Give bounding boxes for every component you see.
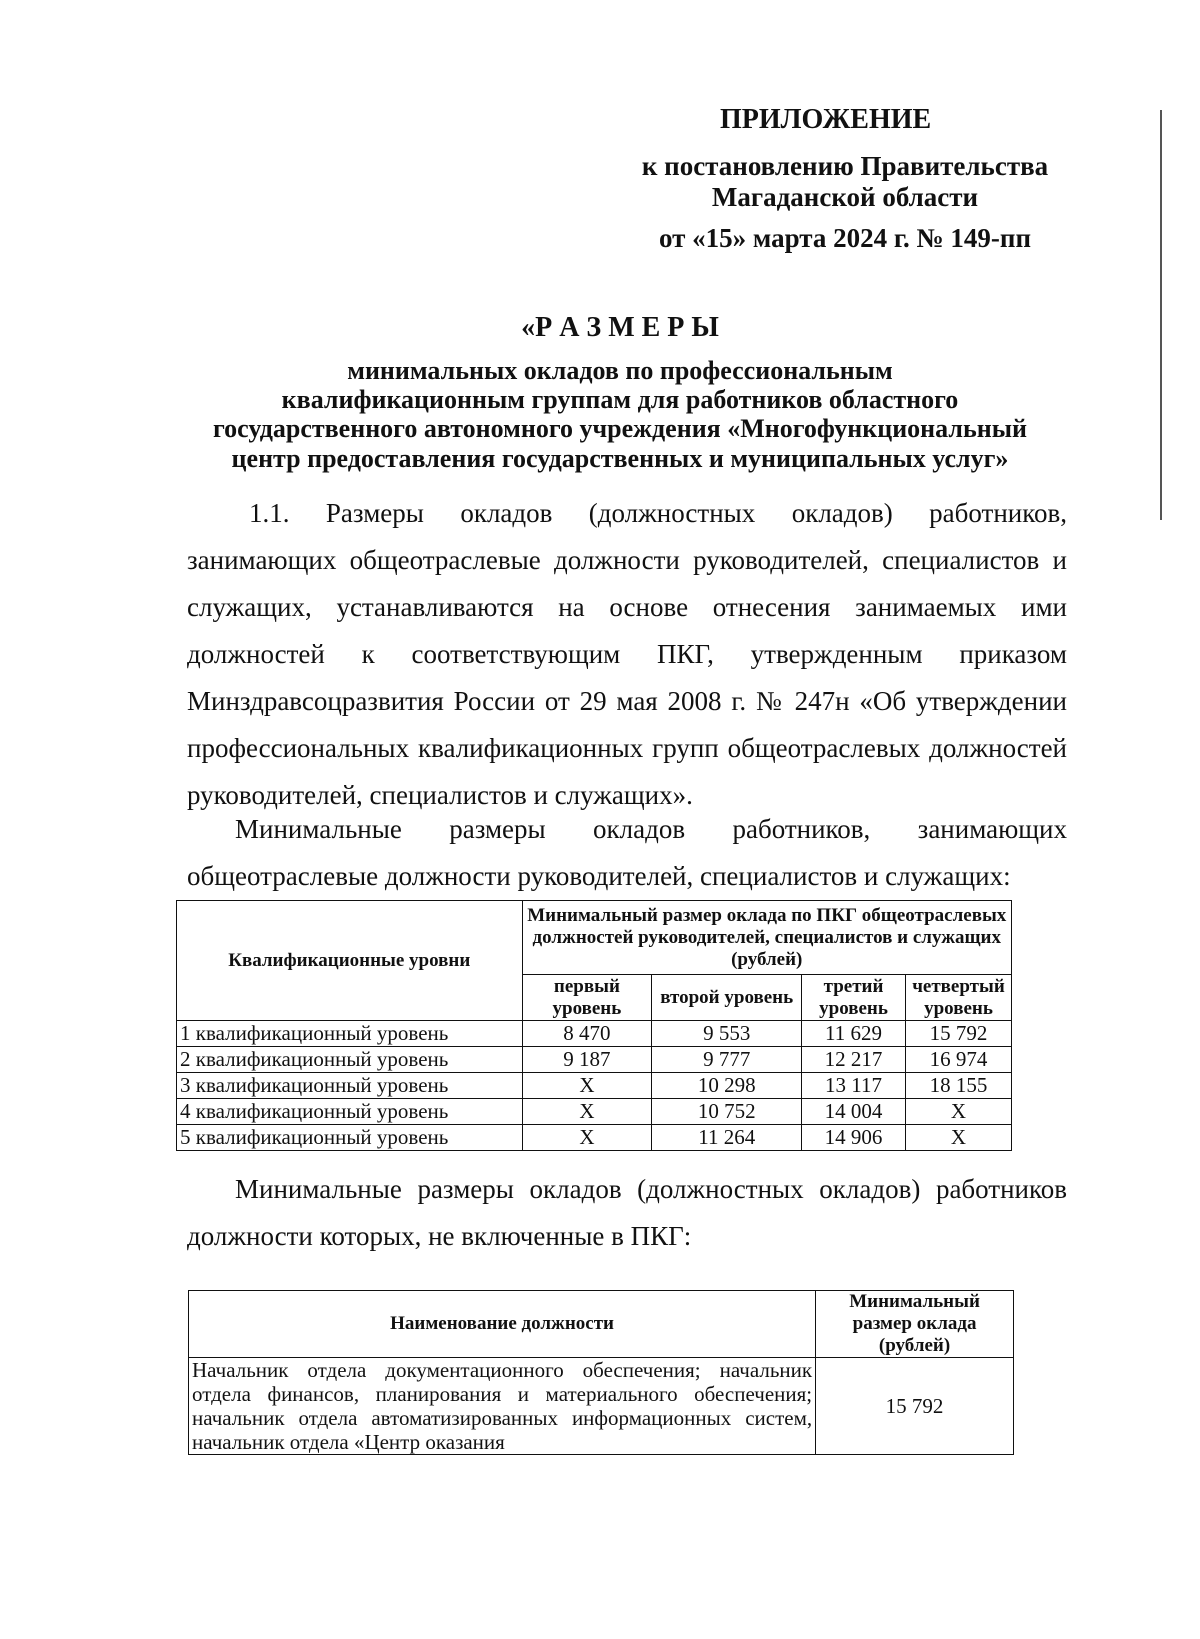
header-level-third: третий уровень (802, 975, 906, 1021)
cell-value: 12 217 (802, 1047, 906, 1073)
cell-value: 16 974 (906, 1047, 1012, 1073)
cell-value: 15 792 (906, 1021, 1012, 1047)
salary-table-non-pkg (188, 1290, 1014, 1455)
row-label: 4 квалификационный уровень (177, 1099, 523, 1125)
header-levels: Квалификационные уровни (177, 901, 523, 1021)
header-level-first: первый уровень (522, 975, 652, 1021)
cell-value: 14 906 (802, 1125, 906, 1151)
table-row (177, 1125, 1012, 1151)
salary-table-pkg (176, 900, 1012, 1151)
header-pkg-group: Минимальный размер оклада по ПКГ общеотраслевых должностей руководителей, специалистов и служащих (рублей) (522, 901, 1012, 975)
cell-value: 10 298 (652, 1073, 802, 1099)
cell-value: 9 187 (522, 1047, 652, 1073)
table-row (177, 1073, 1012, 1099)
header-min-salary: Минимальный размер оклада (рублей) (816, 1291, 1014, 1358)
row-label: 5 квалификационный уровень (177, 1125, 523, 1151)
row-label: 2 квалификационный уровень (177, 1047, 523, 1073)
row-label: 1 квалификационный уровень (177, 1021, 523, 1047)
min-salary-value: 15 792 (816, 1358, 1014, 1455)
cell-value: 18 155 (906, 1073, 1012, 1099)
resolution-line-2: Магаданской области (711, 182, 979, 212)
appendix-label: ПРИЛОЖЕНИЕ (720, 104, 932, 135)
header-level-second: второй уровень (652, 975, 802, 1021)
resolution-line-1: к постановлению Правительства (641, 151, 1049, 181)
title-subline-4: центр предоставления государственных и муниципальных услуг» (231, 444, 1009, 473)
scan-edge-line (1160, 110, 1162, 520)
cell-value: Х (522, 1099, 652, 1125)
cell-value: 9 777 (652, 1047, 802, 1073)
cell-value: 11 629 (802, 1021, 906, 1047)
cell-value: 13 117 (802, 1073, 906, 1099)
paragraph-1-1: 1.1. Размеры окладов (должностных окладов) работников, занимающих общеотраслевые должности руководителей, специалистов и служащих, устанавливаются на основе отнесения занимаемых ими должностей к соответствующим ПКГ, утвержденным приказом Минздравсоцразвития России от 29 мая 2008 г. № 247н «Об утверждении профессиональных квалификационных групп общеотраслевых должностей руководителей, специалистов и служащих». (187, 498, 1067, 810)
row-label: 3 квалификационный уровень (177, 1073, 523, 1099)
cell-value: 11 264 (652, 1125, 802, 1151)
table-row (177, 1021, 1012, 1047)
paragraph-non-pkg: Минимальные размеры окладов (должностных окладов) работников должности которых, не включенные в ПКГ: (187, 1174, 1067, 1251)
position-name: Начальник отдела документационного обеспечения; начальник отдела финансов, планирования и материального обеспечения; начальник отдела автоматизированных информационных систем, начальник отдела «Центр оказания (189, 1358, 816, 1455)
cell-value: Х (906, 1125, 1012, 1151)
table-row (177, 1099, 1012, 1125)
cell-value: 9 553 (652, 1021, 802, 1047)
cell-value: Х (906, 1099, 1012, 1125)
header-level-fourth: четвертый уровень (906, 975, 1012, 1021)
title-subline-3: государственного автономного учреждения «Многофункциональный (213, 414, 1027, 443)
title-subline-2: квалификационным группам для работников областного (281, 385, 959, 414)
document-title: «Р А З М Е Р Ы (521, 312, 719, 343)
cell-value: 14 004 (802, 1099, 906, 1125)
table-row (177, 1047, 1012, 1073)
cell-value: 8 470 (522, 1021, 652, 1047)
cell-value: 10 752 (652, 1099, 802, 1125)
resolution-date: от «15» марта 2024 г. № 149-пп (658, 223, 1032, 253)
table-row (189, 1358, 1014, 1455)
cell-value: Х (522, 1125, 652, 1151)
header-position-name: Наименование должности (189, 1291, 816, 1358)
paragraph-min-salaries: Минимальные размеры окладов работников, занимающих общеотраслевые должности руководителей, специалистов и служащих: (187, 814, 1067, 891)
cell-value: Х (522, 1073, 652, 1099)
title-subline-1: минимальных окладов по профессиональным (347, 356, 893, 385)
